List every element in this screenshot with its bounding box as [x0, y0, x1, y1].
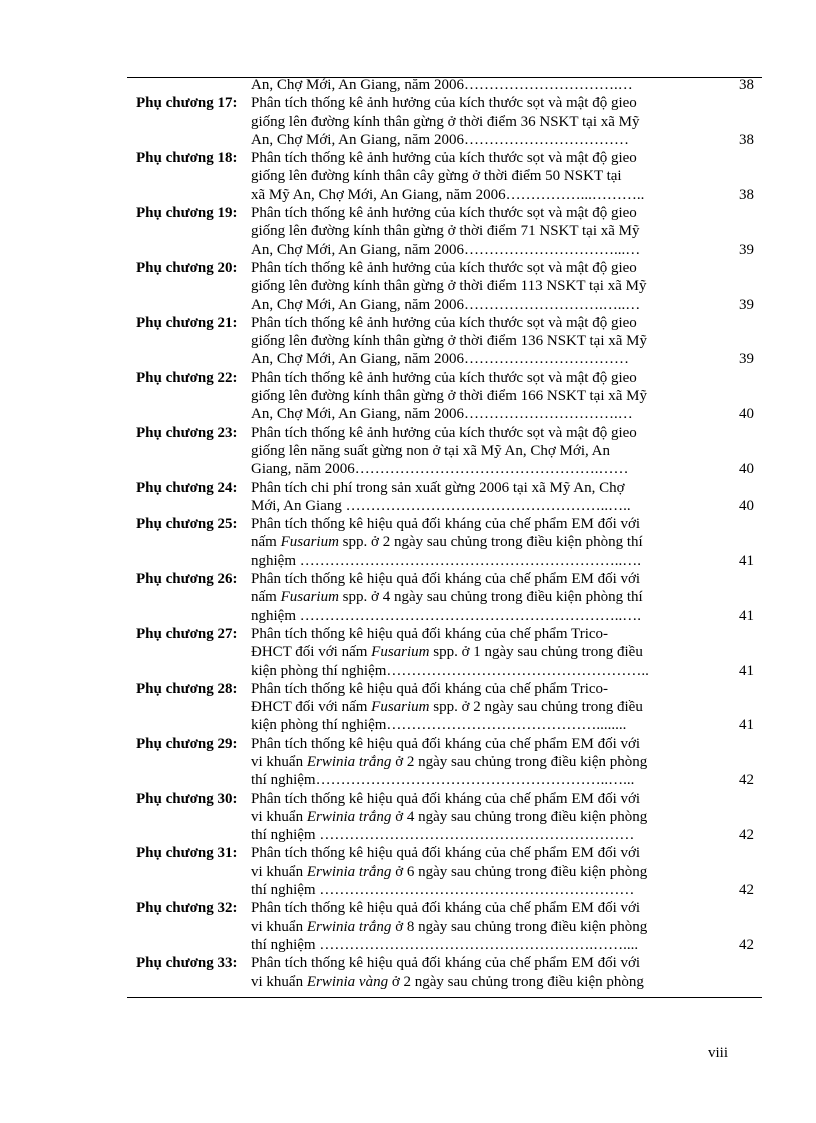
page-ref: 38 — [739, 77, 754, 93]
toc-line — [127, 735, 762, 753]
page-ref: 42 — [739, 827, 754, 844]
text-segment: Phân tích thống kê hiệu quả đối kháng của chế phẩm EM đối với — [251, 516, 641, 533]
toc-line — [127, 790, 762, 808]
toc-line — [127, 113, 762, 131]
toc-line — [127, 76, 762, 94]
text-segment: kiện phòng thí nghiệm…………………………………………….. — [251, 662, 649, 679]
entry-text — [251, 936, 638, 954]
toc-line — [127, 241, 762, 259]
entry-text: giống lên đường kính thân gừng ở thời điểm 36 NSKT tại xã Mỹ — [251, 113, 640, 130]
text-segment: nghiệm ………………………………………………………..…. — [251, 607, 641, 624]
toc-line — [127, 424, 762, 442]
entry-text: giống lên đường kính thân gừng ở thời điểm 113 NSKT tại xã Mỹ — [251, 278, 647, 295]
toc-line — [127, 332, 762, 350]
text-segment: ở 2 ngày sau chủng trong điều kiện phòng — [388, 973, 644, 990]
text-segment: spp. ở 2 ngày sau chủng trong điều kiện phòng thí — [338, 534, 643, 551]
toc-line — [127, 552, 762, 570]
toc-line — [127, 643, 762, 661]
appendix-label: Phụ chương 21: — [136, 314, 238, 331]
entry-text — [251, 552, 641, 570]
text-segment: spp. ở 1 ngày sau chủng trong điều — [429, 644, 643, 661]
appendix-label: Phụ chương 26: — [136, 571, 238, 588]
page-ref: 40 — [739, 406, 754, 423]
text-segment: nghiệm ………………………………………………………..…. — [251, 552, 641, 569]
toc-entry — [127, 204, 762, 259]
toc-line — [127, 863, 762, 881]
toc-line — [127, 204, 762, 222]
toc-entry — [127, 94, 762, 149]
toc-line — [127, 460, 762, 478]
entry-text: Phân tích thống kê ảnh hưởng của kích thước sọt và mật độ gieo — [251, 369, 637, 386]
page-ref: 39 — [739, 351, 754, 368]
entry-text: Phân tích thống kê ảnh hưởng của kích thước sọt và mật độ gieo — [251, 314, 637, 331]
appendix-label: Phụ chương 31: — [136, 845, 238, 862]
page-ref: 38 — [739, 131, 754, 148]
entry-text — [251, 863, 647, 881]
entry-text: Phân tích thống kê ảnh hưởng của kích thước sọt và mật độ gieo — [251, 150, 637, 167]
appendix-label: Phụ chương 29: — [136, 735, 238, 752]
entry-text: Phân tích thống kê ảnh hưởng của kích thước sọt và mật độ gieo — [251, 95, 637, 112]
entry-text: Phân tích thống kê ảnh hưởng của kích thước sọt và mật độ gieo — [251, 424, 637, 441]
toc-line — [127, 918, 762, 936]
entry-text: giống lên đường kính thân cây gừng ở thời điểm 50 NSKT tại — [251, 168, 622, 185]
toc-entry — [127, 76, 762, 94]
page-ref: 39 — [739, 241, 754, 258]
toc-entry — [127, 149, 762, 204]
toc-line — [127, 607, 762, 625]
toc-entry — [127, 899, 762, 954]
page-ref: 38 — [739, 186, 754, 203]
toc-entry — [127, 954, 762, 991]
toc-line — [127, 771, 762, 789]
entry-text — [251, 918, 647, 936]
entry-text — [251, 588, 643, 606]
page-ref: 42 — [739, 936, 754, 953]
entry-text — [251, 808, 647, 826]
toc-line — [127, 277, 762, 295]
text-segment: Phân tích thống kê hiệu quả đối kháng của chế phẩm EM đối với — [251, 900, 641, 917]
text-segment: ĐHCT đối với nấm — [251, 699, 372, 716]
italic-taxon: Erwinia trắng — [306, 753, 392, 770]
toc-line — [127, 442, 762, 460]
text-segment: Phân tích thống kê hiệu quả đối kháng của chế phẩm Trico- — [251, 625, 609, 642]
toc-line — [127, 936, 762, 954]
toc-line — [127, 405, 762, 423]
page-ref: 41 — [739, 552, 754, 569]
appendix-label: Phụ chương 30: — [136, 790, 238, 807]
entry-text: An, Chợ Mới, An Giang, năm 2006……………………….…..… — [251, 296, 641, 313]
page-ref: 41 — [739, 717, 754, 734]
italic-taxon: Fusarium — [371, 644, 430, 661]
toc-line — [127, 369, 762, 387]
toc-entry — [127, 844, 762, 899]
entry-text — [251, 899, 640, 917]
italic-taxon: Fusarium — [371, 699, 430, 716]
text-segment: vi khuẩn — [251, 808, 307, 825]
toc-line — [127, 954, 762, 972]
text-segment: nấm — [251, 534, 281, 551]
toc-line — [127, 881, 762, 899]
entry-text — [251, 826, 634, 844]
entry-text: An, Chợ Mới, An Giang, năm 2006…………………………...… — [251, 241, 641, 258]
toc-entry — [127, 790, 762, 845]
appendix-label: Phụ chương 28: — [136, 680, 238, 697]
entry-text: An, Chợ Mới, An Giang, năm 2006………………………….… — [251, 406, 633, 423]
toc-line — [127, 149, 762, 167]
toc-entry — [127, 680, 762, 735]
page-ref: 42 — [739, 772, 754, 789]
italic-taxon: Fusarium — [280, 589, 339, 606]
text-segment: Phân tích thống kê hiệu quả đối kháng của chế phẩm EM đối với — [251, 955, 641, 972]
text-segment: vi khuẩn — [251, 753, 307, 770]
toc-line — [127, 570, 762, 588]
toc-entry — [127, 515, 762, 570]
text-segment: thí nghiệm…………………………………………………..…... — [251, 772, 635, 789]
appendix-label: Phụ chương 32: — [136, 900, 238, 917]
entry-text — [251, 771, 634, 789]
toc-line — [127, 844, 762, 862]
toc-line — [127, 296, 762, 314]
page-ref: 40 — [739, 461, 754, 478]
entry-text: Phân tích thống kê ảnh hưởng của kích thước sọt và mật độ gieo — [251, 259, 637, 276]
text-segment: ở 4 ngày sau chủng trong điều kiện phòng — [391, 808, 648, 825]
entry-text — [251, 662, 649, 680]
page-ref: 42 — [739, 882, 754, 899]
text-segment: Phân tích thống kê hiệu quả đối kháng của chế phẩm EM đối với — [251, 845, 641, 862]
toc-line — [127, 479, 762, 497]
entry-text — [251, 515, 640, 533]
page-number: viii — [708, 1045, 729, 1061]
entry-text — [251, 716, 626, 734]
appendix-label: Phụ chương 25: — [136, 516, 238, 533]
italic-taxon: Erwinia trắng — [306, 808, 392, 825]
text-segment: Phân tích thống kê hiệu quả đối kháng của chế phẩm Trico- — [251, 680, 609, 697]
toc-line — [127, 662, 762, 680]
toc-line — [127, 94, 762, 112]
toc-line — [127, 716, 762, 734]
toc-line — [127, 826, 762, 844]
text-segment: vi khuẩn — [251, 863, 307, 880]
text-segment: Phân tích thống kê hiệu quả đối kháng của chế phẩm EM đối với — [251, 571, 641, 588]
appendix-label: Phụ chương 19: — [136, 205, 238, 222]
toc-entry — [127, 735, 762, 790]
text-segment: thí nghiệm ……………………………………………………… — [251, 882, 635, 899]
toc-line — [127, 167, 762, 185]
toc-entry — [127, 570, 762, 625]
toc-line — [127, 698, 762, 716]
entry-text — [251, 533, 643, 551]
toc-line — [127, 497, 762, 515]
toc-line — [127, 588, 762, 606]
toc-entry — [127, 479, 762, 516]
appendix-label: Phụ chương 23: — [136, 424, 238, 441]
entry-text: giống lên năng suất gừng non ở tại xã Mỹ An, Chợ Mới, An — [251, 442, 610, 459]
entry-text — [251, 698, 643, 716]
entry-text — [251, 753, 647, 771]
text-segment: vi khuẩn — [251, 918, 307, 935]
toc-entry — [127, 259, 762, 314]
toc-entry — [127, 369, 762, 424]
appendix-label: Phụ chương 17: — [136, 95, 238, 112]
toc-line — [127, 973, 762, 991]
appendix-label: Phụ chương 18: — [136, 150, 238, 167]
entry-text — [251, 680, 608, 698]
text-segment: thí nghiệm ……………………………………………………… — [251, 827, 635, 844]
entry-text — [251, 643, 643, 661]
entry-text: xã Mỹ An, Chợ Mới, An Giang, năm 2006……………...……….. — [251, 186, 645, 203]
text-segment: ĐHCT đối với nấm — [251, 644, 372, 661]
entry-text — [251, 735, 640, 753]
italic-taxon: Fusarium — [280, 534, 339, 551]
entry-text — [251, 625, 608, 643]
toc-line — [127, 808, 762, 826]
entry-text — [251, 881, 634, 899]
appendix-label: Phụ chương 20: — [136, 259, 238, 276]
entry-text: Mới, An Giang ……………………………………………..….. — [251, 497, 631, 514]
text-segment: spp. ở 2 ngày sau chủng trong điều — [429, 699, 643, 716]
italic-taxon: Erwinia trắng — [306, 918, 392, 935]
entry-text: An, Chợ Mới, An Giang, năm 2006…………………………… — [251, 131, 629, 148]
toc-line — [127, 222, 762, 240]
toc-line — [127, 186, 762, 204]
text-segment: Phân tích thống kê hiệu quả đối kháng của chế phẩm EM đối với — [251, 790, 641, 807]
entry-text: Phân tích thống kê ảnh hưởng của kích thước sọt và mật độ gieo — [251, 205, 637, 222]
entry-text — [251, 790, 640, 808]
appendix-label: Phụ chương 24: — [136, 479, 238, 496]
toc-line — [127, 387, 762, 405]
appendix-list — [127, 76, 762, 991]
entry-text — [251, 570, 640, 588]
entry-text — [251, 607, 641, 625]
entry-text — [251, 954, 640, 972]
toc-line — [127, 350, 762, 368]
toc-line — [127, 131, 762, 149]
entry-text: An, Chợ Mới, An Giang, năm 2006…………………………… — [251, 351, 629, 368]
text-segment: vi khuẩn — [251, 973, 307, 990]
bottom-rule — [127, 997, 762, 998]
text-segment: ở 2 ngày sau chủng trong điều kiện phòng — [391, 753, 648, 770]
toc-line — [127, 314, 762, 332]
appendix-label: Phụ chương 27: — [136, 625, 238, 642]
toc-line — [127, 899, 762, 917]
toc-entry — [127, 314, 762, 369]
page-ref: 40 — [739, 497, 754, 514]
text-segment: thí nghiệm ……………………………………………….…….... — [251, 936, 639, 953]
text-segment: ở 8 ngày sau chủng trong điều kiện phòng — [391, 918, 648, 935]
appendix-label: Phụ chương 33: — [136, 955, 238, 972]
entry-text: Giang, năm 2006………………………………………….…… — [251, 461, 629, 478]
entry-text: giống lên đường kính thân gừng ở thời điểm 136 NSKT tại xã Mỹ — [251, 333, 648, 350]
toc-line — [127, 753, 762, 771]
appendix-label: Phụ chương 22: — [136, 369, 238, 386]
text-segment: kiện phòng thí nghiệm……………………………………........ — [251, 717, 627, 734]
toc-line — [127, 625, 762, 643]
toc-entry — [127, 625, 762, 680]
text-segment: ở 6 ngày sau chủng trong điều kiện phòng — [391, 863, 648, 880]
entry-text — [251, 973, 644, 991]
page-ref: 41 — [739, 607, 754, 624]
italic-taxon: Erwinia trắng — [306, 863, 392, 880]
toc-line — [127, 680, 762, 698]
toc-entry — [127, 424, 762, 479]
italic-taxon: Erwinia vàng — [306, 973, 389, 990]
text-segment: nấm — [251, 589, 281, 606]
entry-text: giống lên đường kính thân gừng ở thời điểm 71 NSKT tại xã Mỹ — [251, 223, 640, 240]
toc-line — [127, 533, 762, 551]
entry-text — [251, 844, 640, 862]
toc-line — [127, 259, 762, 277]
toc-line — [127, 515, 762, 533]
page-ref: 41 — [739, 662, 754, 679]
entry-text: Phân tích chi phí trong sản xuất gừng 2006 tại xã Mỹ An, Chợ — [251, 479, 625, 496]
text-segment: Phân tích thống kê hiệu quả đối kháng của chế phẩm EM đối với — [251, 735, 641, 752]
entry-text: An, Chợ Mới, An Giang, năm 2006………………………….… — [251, 77, 633, 93]
page-ref: 39 — [739, 296, 754, 313]
text-segment: spp. ở 4 ngày sau chủng trong điều kiện phòng thí — [338, 589, 643, 606]
entry-text: giống lên đường kính thân gừng ở thời điểm 166 NSKT tại xã Mỹ — [251, 388, 648, 405]
